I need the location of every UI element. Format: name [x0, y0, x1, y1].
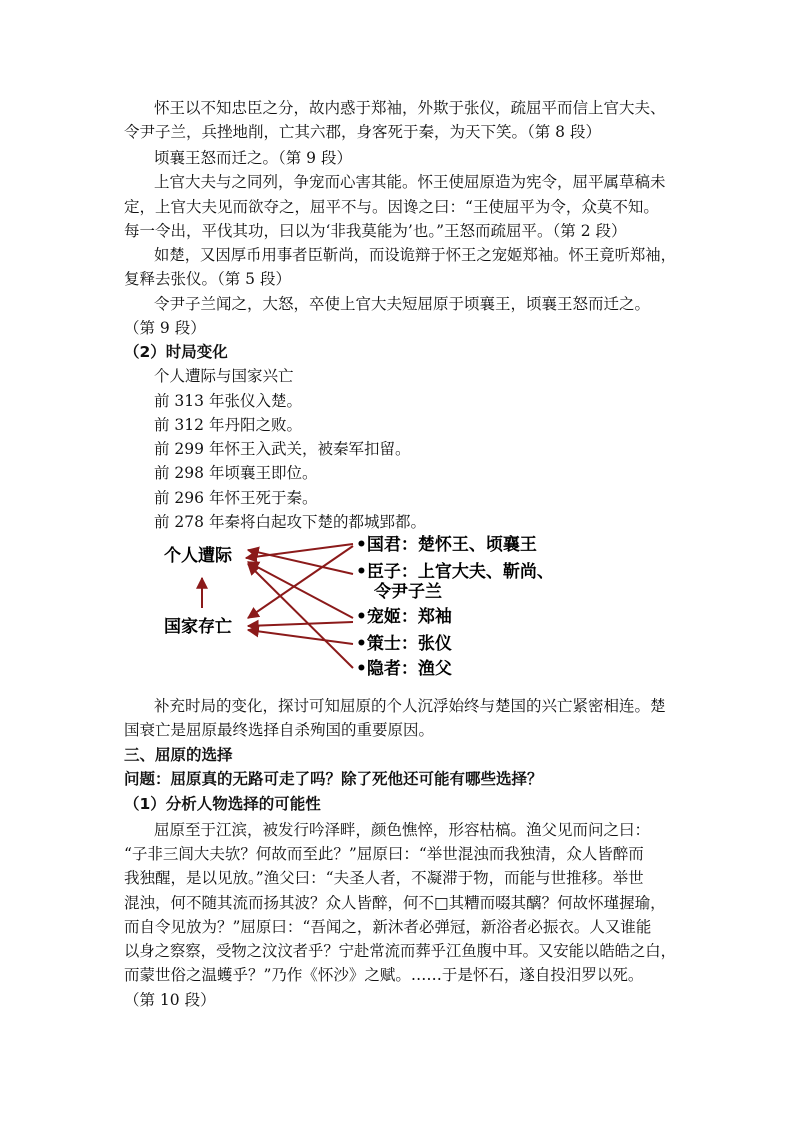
- personal-fate-label: 个人遭际: [164, 546, 232, 566]
- paragraph-line: 以身之察察，受物之汶汶者乎？宁赴常流而葬乎江鱼腹中耳。又安能以皓皓之白，: [124, 942, 676, 960]
- timeline-item: 前 278 年秦将白起攻下楚的都城郢都。: [154, 513, 426, 531]
- paragraph-line: 混浊，何不随其流而扬其波？众人皆醉，何不□其糟而啜其醨？何故怀瑾握瑜，: [124, 894, 666, 912]
- section-heading: 三、屈原的选择: [124, 746, 233, 764]
- paragraph-line: 屈原至于江滨，被发行吟泽畔，颜色憔悴，形容枯槁。渔父见而问之曰：: [154, 821, 651, 839]
- paragraph-line: 顷襄王怒而迁之。（第 9 段）: [154, 149, 352, 167]
- paragraph-line: 令尹子兰闻之，大怒，卒使上官大夫短屈原于顷襄王，顷襄王怒而迁之。: [154, 295, 651, 313]
- paragraph-line: 怀王以不知忠臣之分，故内惑于郑袖，外欺于张仪，疏屈平而信上官大夫、: [154, 99, 666, 117]
- paragraph-line: 上官大夫与之同列，争宠而心害其能。怀王使屈原造为宪令，屈平属草稿未: [154, 173, 666, 191]
- diagram-item-consort: •宠姬：郑袖: [356, 607, 452, 627]
- paragraph-line: “子非三闾大夫欤？何故而至此？”屈原曰：“举世混浊而我独清，众人皆醉而: [124, 845, 644, 863]
- timeline-item: 前 299 年怀王入武关，被秦军扣留。: [154, 440, 411, 458]
- arrow-hermit-personal: [248, 564, 353, 668]
- diagram-item-hermit: •隐者：渔父: [356, 659, 452, 679]
- diagram-item-ruler: •国君：楚怀王、顷襄王: [356, 535, 537, 555]
- paragraph-line: 补充时局的变化，探讨可知屈原的个人沉浮始终与楚国的兴亡紧密相连。楚: [154, 697, 666, 715]
- paragraph-line: 而自令见放为？”屈原曰：“吾闻之，新沐者必弹冠，新浴者必振衣。人又谁能: [124, 918, 652, 936]
- paragraph-line: 如楚，又因厚币用事者臣靳尚，而设诡辩于怀王之宠姬郑袖。怀王竟听郑袖，: [154, 246, 677, 264]
- national-fate-label: 国家存亡: [164, 617, 232, 637]
- paragraph-line: 我独醒，是以见放。”渔父曰：“夫圣人者，不凝滞于物，而能与世推移。举世: [124, 869, 644, 887]
- paragraph-line: 令尹子兰，兵挫地削，亡其六郡，身客死于秦，为天下笑。（第 8 段）: [124, 123, 601, 141]
- paragraph-line: 个人遭际与国家兴亡: [154, 367, 294, 385]
- timeline-item: 前 313 年张仪入楚。: [154, 392, 302, 410]
- timeline-item: 前 296 年怀王死于秦。: [154, 489, 318, 507]
- diagram-item-ministers: •臣子：上官大夫、靳尚、: [356, 562, 554, 582]
- paragraph-line: 而蒙世俗之温蠖乎？”乃作《怀沙》之赋。……于是怀石，遂自投汨罗以死。: [124, 966, 644, 984]
- timeline-item: 前 312 年丹阳之败。: [154, 416, 302, 434]
- question-line: 问题：屈原真的无路可走了吗？除了死他还可能有哪些选择？: [124, 770, 543, 788]
- timeline-item: 前 298 年顷襄王即位。: [154, 464, 318, 482]
- subsection-heading: （2）时局变化: [124, 343, 228, 361]
- subsection-heading: （1）分析人物选择的可能性: [124, 795, 321, 813]
- diagram-item-ministers-cont: 令尹子兰: [374, 582, 442, 602]
- diagram-item-strategist: •策士：张仪: [356, 634, 452, 654]
- arrow-strategist-national: [248, 630, 353, 644]
- paragraph-line: 国衰亡是屈原最终选择自杀殉国的重要原因。: [124, 721, 435, 739]
- relationship-diagram: [150, 528, 620, 688]
- arrow-ruler-national: [248, 546, 353, 618]
- arrow-consort-national: [248, 622, 353, 626]
- paragraph-line: 每一令出，平伐其功，曰以为‘非我莫能为’也。”王怒而疏屈平。（第 2 段）: [124, 222, 627, 240]
- paragraph-line: （第 10 段）: [124, 991, 216, 1009]
- paragraph-line: （第 9 段）: [124, 319, 206, 337]
- paragraph-line: 复释去张仪。（第 5 段）: [124, 270, 291, 288]
- paragraph-line: 定，上官大夫见而欲夺之，屈平不与。因谗之曰：“王使屈平为令，众莫不知。: [124, 198, 659, 216]
